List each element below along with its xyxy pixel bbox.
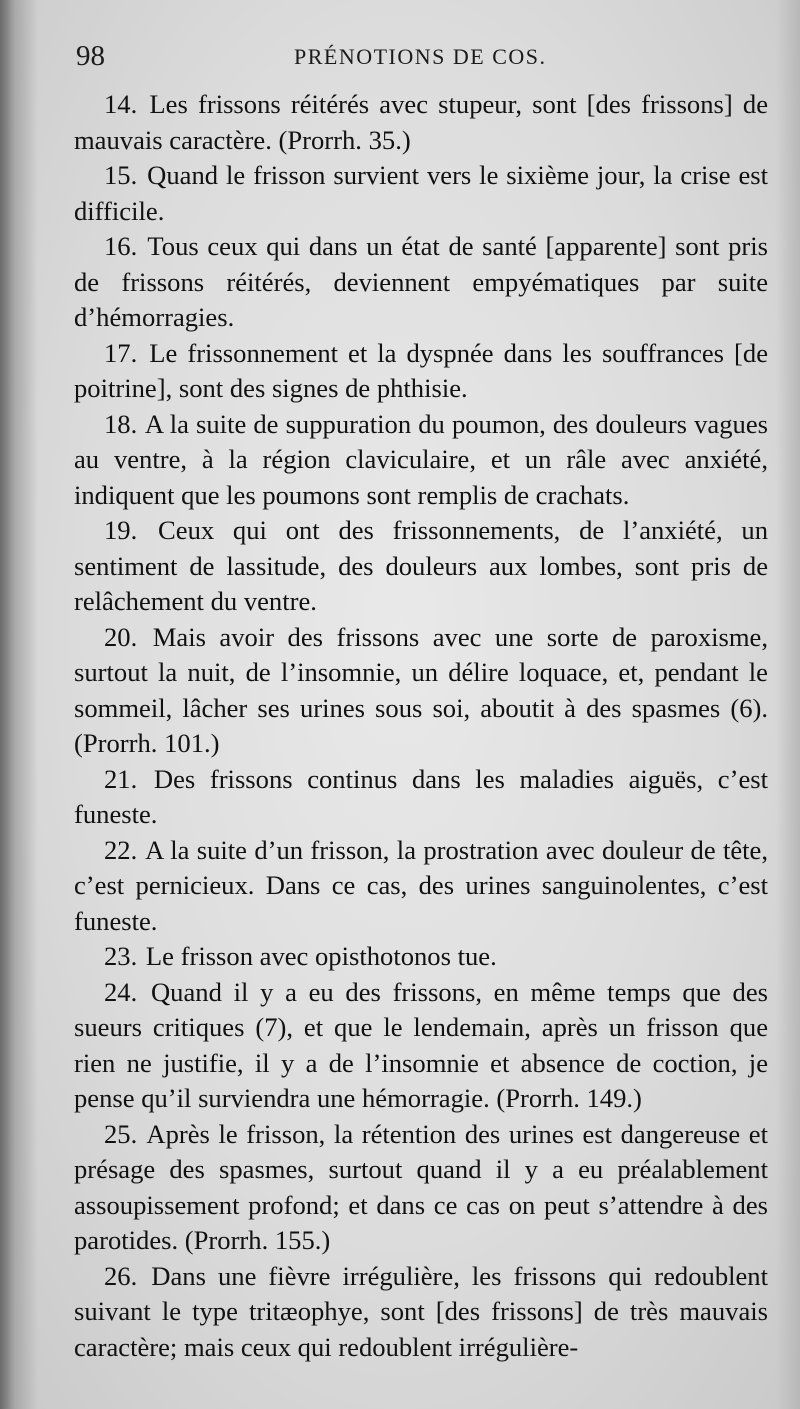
paragraph-text: Ceux qui ont des frissonnements, de l’anxiété, un sentiment de lassitude, des douleurs aux lombes, sont pris de relâchement du ventre. [74, 515, 769, 616]
paragraph-23 [74, 939, 768, 975]
paragraph-15 [74, 158, 768, 229]
paragraph-text: Dans une fièvre irrégulière, les frissons qui redoublent suivant le type tritæophye, sont [des frissons] de très mauvais caractère; mais ceux qui redoublent irrégulière- [74, 1260, 768, 1362]
paragraph-22 [74, 833, 768, 940]
page-number: 98 [76, 40, 105, 72]
paragraph-21 [74, 762, 768, 833]
paragraph-20 [74, 620, 768, 762]
paragraph-19 [74, 513, 768, 620]
paragraph-number: 18. [104, 408, 138, 439]
paragraph-14 [74, 87, 768, 158]
paragraph-text: Les frissons réitérés avec stupeur, sont [des frissons] de mauvais caractère. (Prorrh. 35.) [74, 89, 768, 155]
paragraph-text: Le frisson avec opisthotonos tue. [145, 941, 497, 971]
paragraph-text: Après le frisson, la rétention des urines est dangereuse et présage des spasmes, surtout quand il y a eu préalablement assoupissement profond; et dans ce cas on peut s’attendre à des parotides. (Prorrh. 155.) [74, 1118, 768, 1255]
page-header [76, 40, 752, 80]
paragraph-text: Mais avoir des frissons avec une sorte de paroxisme, surtout la nuit, de l’insomnie, un délire loquace, et, pendant le sommeil, lâcher ses urines sous soi, aboutit à des spasmes (6). (Prorrh. 101.) [74, 621, 768, 758]
paragraph-text: A la suite de suppuration du poumon, des douleurs vagues au ventre, à la région claviculaire, et un râle avec anxiété, indiquent que les poumons sont remplis de crachats. [74, 408, 768, 510]
paragraph-number: 24. [104, 976, 138, 1007]
paragraph-24 [74, 975, 768, 1117]
running-title: PRÉNOTIONS DE COS. [294, 44, 547, 69]
paragraph-number: 16. [104, 231, 138, 261]
paragraph-text: Des frissons continus dans les maladies aiguës, c’est funeste. [74, 763, 768, 829]
paragraph-17 [74, 336, 768, 407]
paragraph-number: 22. [104, 834, 138, 865]
paragraph-number: 19. [104, 515, 138, 545]
paragraph-text: Quand il y a eu des frissons, en même temps que des sueurs critiques (7), et que le lendemain, après un frisson que rien ne justifie, il y a de l’insomnie et absence de coction, je pense qu’il surviendra une hémorragie. (Prorrh. 149.) [74, 976, 768, 1113]
paragraph-25 [74, 1117, 768, 1259]
paragraph-text: Tous ceux qui dans un état de santé [apparente] sont pris de frissons réitérés, deviennent empyématiques par suite d’hémorragies. [74, 231, 768, 332]
paragraph-number: 23. [104, 941, 138, 971]
paragraph-number: 25. [104, 1118, 138, 1149]
paragraph-number: 14. [104, 89, 138, 119]
paragraph-16 [74, 229, 768, 336]
paragraph-18 [74, 407, 768, 514]
paragraph-number: 21. [104, 763, 138, 794]
paragraph-number: 15. [104, 160, 138, 190]
paragraph-26 [74, 1259, 768, 1366]
paragraph-text: Le frissonnement et la dyspnée dans les souffrances [de poitrine], sont des signes de phthisie. [74, 337, 769, 403]
paragraph-text: Quand le frisson survient vers le sixième jour, la crise est difficile. [74, 160, 769, 226]
page-body [74, 87, 768, 1365]
paragraph-number: 26. [104, 1260, 138, 1291]
paragraph-text: A la suite d’un frisson, la prostration avec douleur de tête, c’est pernicieux. Dans ce cas, des urines sanguinolentes, c’est funeste. [74, 834, 769, 936]
paragraph-number: 17. [104, 337, 138, 368]
paragraph-number: 20. [104, 621, 138, 652]
